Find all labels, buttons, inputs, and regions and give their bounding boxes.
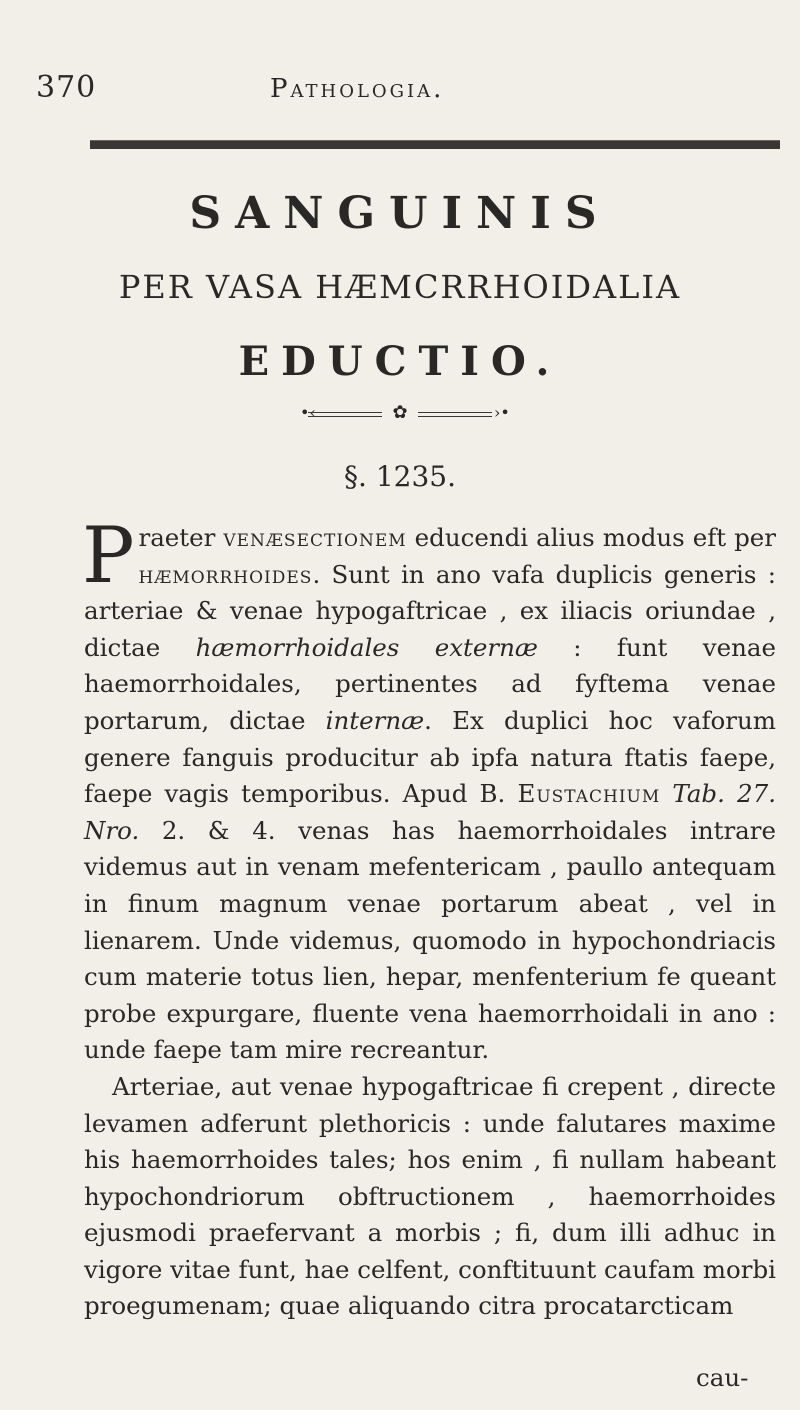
header-rule (90, 140, 780, 149)
small-caps-name: Eustachium (517, 779, 661, 809)
ornament-left-line (308, 412, 382, 417)
chapter-title-line-1: SANGUINIS (189, 188, 611, 239)
body-text (82, 511, 776, 1325)
drop-cap: P (82, 511, 135, 601)
small-caps-term: hæmorrhoides (138, 559, 313, 589)
running-title: Pathologia. (270, 74, 445, 104)
ornament-divider (300, 402, 510, 426)
paragraph-2: Arteriae, aut venae hypogaftricae fi crepent , directe levamen adferunt plethoricis : unde falutares maxime his haemorrhoides tales; hos enim , fi nullam habeant hypochondriorum obftructionem , haemorrhoides ejusmodi praefervant a morbis ; fi, dum illi adhuc in vigore vitae funt, hae celfent, conftituunt caufam morbi proegumenam; quae aliquando citra procatarcticam (84, 1071, 776, 1321)
flower-icon: ✿ (392, 402, 408, 423)
page-number: 370 (36, 70, 97, 105)
ornament-left-end: •‹ (300, 403, 316, 422)
chapter-title-line-2: PER VASA HÆMCRRHOIDALIA (118, 268, 682, 306)
running-head (30, 66, 770, 106)
small-caps-term: venæsectionem (223, 523, 407, 552)
chapter-title-line-3: EDUCTIO. (238, 338, 562, 385)
italic-term: internæ (325, 705, 425, 735)
paragraph-1: Praeter venæsectionem educendi alius modus eft per hæmorrhoides. Sunt in ano vafa duplicis generis : arteriae & venae hypogaftricae , ex iliacis oriundae , dictae hæmorrhoidales externæ : funt venae haemorrhoidales, pertinentes ad fyftema venae portarum, dictae internæ. Ex duplici hoc vaforum genere fanguis producitur ab ipfa natura ftatis faepe, faepe vagis temporibus. Apud B. Eustachium Tab. 27. Nro. 2. & 4. venas has haemorrhoidales intrare videmus aut in venam mefentericam , paullo antequam in finum magnum venae portarum abeat , vel in lienarem. Unde videmus, quomodo in hypochondriacis cum materie totus lien, hepar, menfenterium fe queant probe expurgare, fluente vena haemorrhoidali in ano : unde faepe tam mire recreantur. (82, 511, 776, 1065)
italic-reference: Tab. 27. Nro. (84, 779, 776, 845)
section-number: §. 1235. (344, 460, 456, 493)
catchword: cau- (696, 1363, 749, 1392)
ornament-right-line (418, 412, 492, 417)
italic-term: hæmorrhoidales externæ (195, 632, 538, 662)
ornament-right-end: ›• (494, 403, 510, 422)
